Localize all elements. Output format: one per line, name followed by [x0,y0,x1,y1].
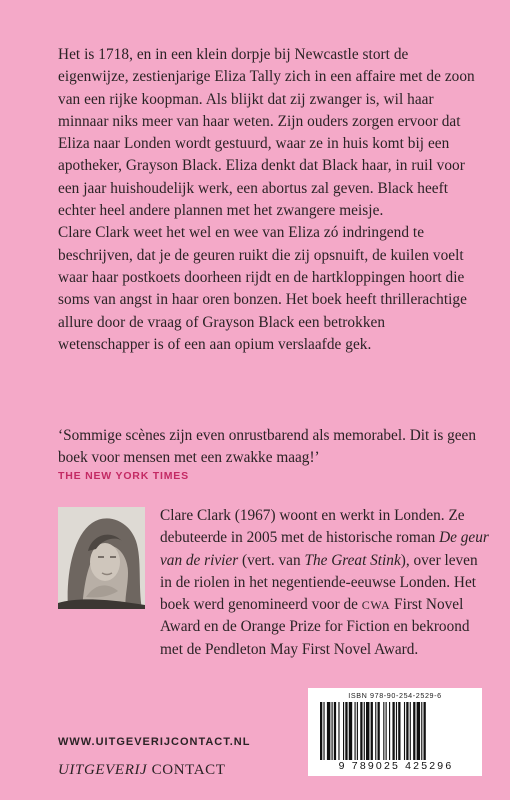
bio-text-3: ), over leven in de riolen in het negentiende-eeuwse Londen. Het boek werd genomineerd voor de [160,551,478,614]
barcode-bars [320,702,470,760]
publisher-name-1: UITGEVERIJ [58,762,148,778]
bio-award-abbr: CWA [361,598,391,613]
bio-text-4: First Novel Award en de Orange Prize for Fiction en bekroond met de Pendleton May First Novel Award. [160,596,470,658]
author-photo [58,507,145,609]
publisher-name-2: CONTACT [151,762,226,778]
author-bio [160,505,490,661]
review-source: THE NEW YORK TIMES [58,470,189,482]
blurb-paragraph-2: Clare Clark weet het wel en wee van Eliza zó indringend te beschrijven, dat je de geuren ruikt die zij opsnuift, de kuilen voelt waar haar postkoets doorheen rijdt en de hartkloppingen hoort die soms van angst in haar oren bonzen. Het boek heeft thrillerachtige allure door de vraag of Grayson Black een betrokken wetenschapper is of een aan opium verslaafde gek. [58,224,467,353]
blurb [58,44,478,356]
isbn-label: ISBN 978-90-254-2529-6 [348,691,442,700]
bio-book-title-original: The Great Stink [304,551,401,569]
bio-book-title-dutch: De geur van de rivier [160,529,489,569]
review-quote: ‘Sommige scènes zijn even onrustbarend als memorabel. Dit is geen boek voor mensen met een zwakke maag!’ [58,427,476,467]
bio-text-2: (vert. van [238,551,305,569]
author-portrait-icon [58,507,145,609]
bio-text-1: Clare Clark (1967) woont en werkt in Londen. Ze debuteerde in 2005 met de historische roman [160,507,465,547]
publisher-website: WWW.UITGEVERIJCONTACT.NL [58,736,251,748]
barcode-digits: 9 789025 425296 [338,760,454,772]
publisher-logo [58,762,226,779]
barcode-area [308,688,482,776]
blurb-paragraph-1: Het is 1718, en in een klein dorpje bij Newcastle stort de eigenwijze, zestienjarige Eliza Tally zich in een affaire met de zoon van een rijke koopman. Als blijkt dat zij zwanger is, wil haar minnaar niks meer van haar weten. Zijn ouders zorgen ervoor dat Eliza naar Londen wordt gestuurd, waar ze in huis komt bij een apotheker, Grayson Black. Eliza denkt dat Black haar, in ruil voor een jaar huishoudelijk werk, een abortus zal geven. Black heeft echter heel andere plannen met het zwangere meisje. [58,46,475,220]
